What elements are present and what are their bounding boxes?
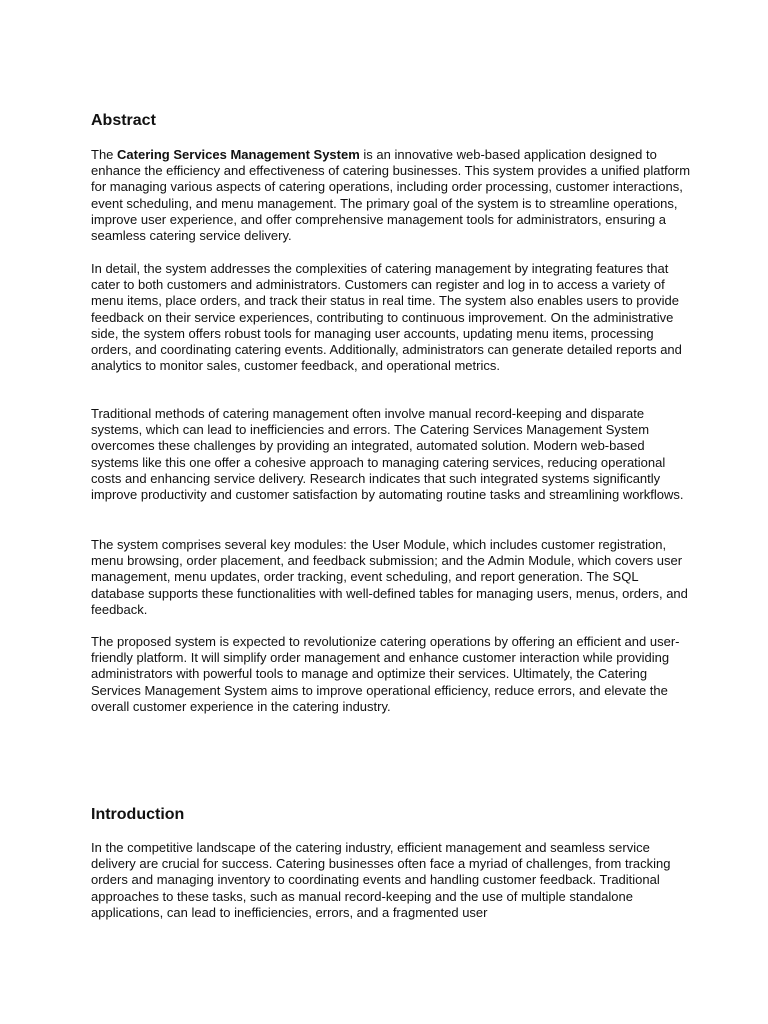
abstract-heading-block	[91, 111, 691, 131]
abstract-heading: Abstract	[91, 112, 156, 129]
abstract-paragraph-4-block	[91, 537, 691, 618]
abstract-paragraph-3-block	[91, 406, 691, 503]
introduction-paragraph-1-block	[91, 840, 691, 921]
abstract-paragraph-5-block	[91, 634, 691, 715]
system-name-bold: Catering Services Management System	[117, 147, 360, 162]
abstract-paragraph-4: The system comprises several key modules: the User Module, which includes customer registration, menu browsing, order placement, and feedback submission; and the Admin Module, which covers user management, menu updates, order tracking, event scheduling, and report generation. The SQL database supports these functionalities with well-defined tables for managing users, menus, orders, and feedback.	[91, 537, 688, 617]
introduction-heading: Introduction	[91, 806, 185, 823]
abstract-paragraph-2: In detail, the system addresses the complexities of catering management by integrating features that cater to both customers and administrators. Customers can register and log in to access a variety of menu items, place orders, and track their status in real time. The system also enables users to provide feedback on their service experiences, contributing to continuous improvement. On the administrative side, the system offers robust tools for managing user accounts, updating menu items, processing orders, and coordinating catering events. Additionally, administrators can generate detailed reports and analytics to monitor sales, customer feedback, and operational metrics.	[91, 261, 682, 374]
introduction-paragraph-1: In the competitive landscape of the catering industry, efficient management and seamless service delivery are crucial for success. Catering businesses often face a myriad of challenges, from tracking orders and managing inventory to coordinating events and handling customer feedback. Traditional approaches to these tasks, such as manual record-keeping and the use of multiple standalone applications, can lead to inefficiencies, errors, and a fragmented user	[91, 840, 671, 920]
introduction-heading-block	[91, 805, 691, 825]
abstract-p1-rest: is an innovative web-based application designed to enhance the efficiency and effectiveness of catering businesses. This system provides a unified platform for managing various aspects of catering operations, including order processing, customer interactions, event scheduling, and menu management. The primary goal of the system is to streamline operations, improve user experience, and offer comprehensive management tools for administrators, ensuring a seamless catering service delivery.	[91, 147, 691, 244]
abstract-paragraph-3: Traditional methods of catering management often involve manual record-keeping and disparate systems, which can lead to inefficiencies and errors. The Catering Services Management System overcomes these challenges by providing an integrated, automated solution. Modern web-based systems like this one offer a cohesive approach to managing catering services, reducing operational costs and enhancing service delivery. Research indicates that such integrated systems significantly improve productivity and customer satisfaction by automating routine tasks and streamlining workflows.	[91, 406, 684, 503]
abstract-paragraph-1-block	[91, 147, 691, 244]
abstract-paragraph-5: The proposed system is expected to revolutionize catering operations by offering an efficient and user-friendly platform. It will simplify order management and enhance customer interaction while providing administrators with powerful tools to manage and optimize their services. Ultimately, the Catering Services Management System aims to improve operational efficiency, reduce errors, and elevate the overall customer experience in the catering industry.	[91, 634, 680, 714]
abstract-paragraph-1	[91, 147, 691, 244]
abstract-paragraph-2-block	[91, 261, 691, 374]
abstract-p1-lead: The	[91, 147, 118, 162]
